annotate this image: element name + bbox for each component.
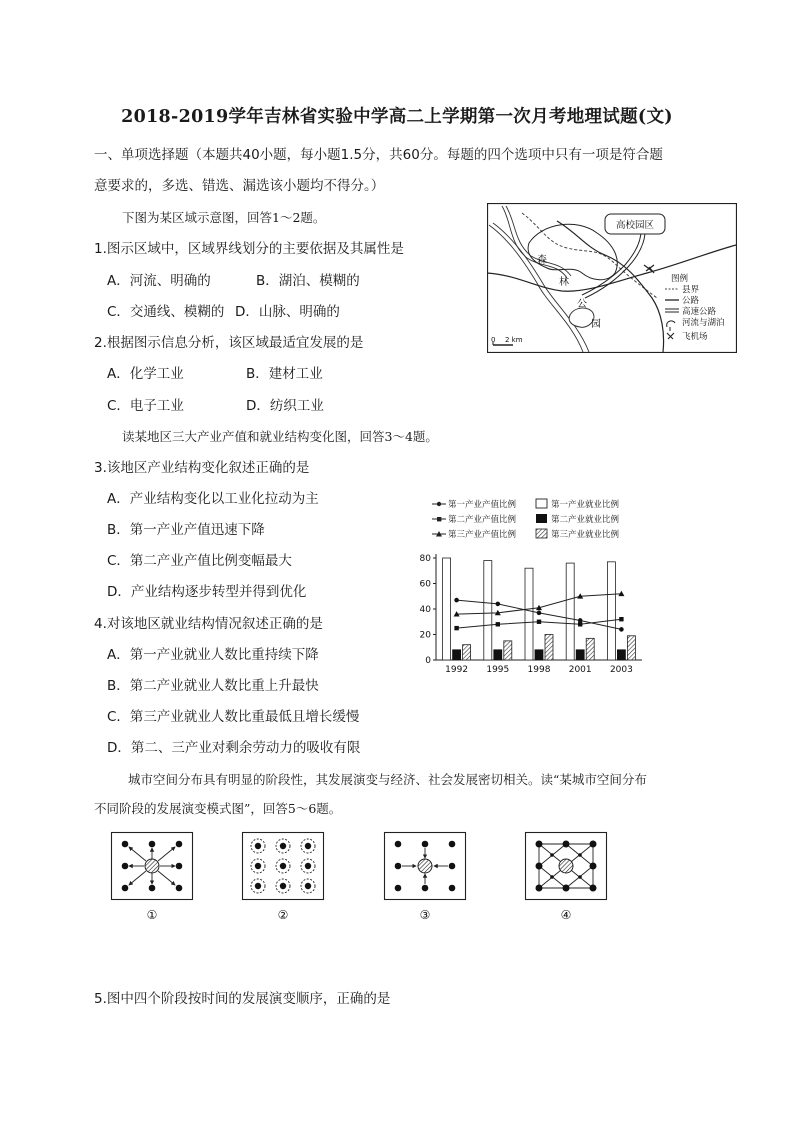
legend-sym-secondary-employ (536, 514, 547, 523)
legend-marker-primary-output (437, 502, 441, 506)
stage-1-diagram (112, 833, 193, 923)
q3-option-c[interactable]: C．第二产业产值比例变幅最大 (107, 553, 292, 569)
q1-stem: 1.图示区域中，区域界线划分的主要依据及其属性是 (94, 241, 404, 257)
point-series1-1995 (496, 602, 501, 607)
section-instructions-line1: 一、单项选择题（本题共40小题，每小题1.5分，共60分。每题的四个选项中只有一项是符合题 (94, 147, 663, 163)
legend-airport: 飞机场 (682, 332, 708, 342)
industry-structure-chart (410, 495, 655, 680)
legend-label-tertiary-employ: 第三产业就业比例 (551, 530, 620, 540)
y-tick-label-2: 40 (419, 605, 431, 615)
legend-label-secondary-output: 第二产业产值比例 (448, 515, 517, 525)
bar-series2-2001 (576, 650, 584, 660)
q2-option-c[interactable]: C．电子工业 (107, 398, 184, 414)
legend-title: 图例 (671, 274, 689, 284)
q1-option-b[interactable]: B．湖泊、模糊的 (256, 273, 360, 289)
bar-series1-1992 (443, 558, 451, 660)
legend-sym-primary-employ (536, 499, 547, 508)
q3-stem: 3.该地区产业结构变化叙述正确的是 (94, 460, 310, 476)
bar-series2-2003 (617, 650, 625, 660)
q3-option-a[interactable]: A．产业结构变化以工业化拉动为主 (107, 491, 319, 507)
point-series2-1995 (496, 622, 500, 626)
x-tick-label-3: 2001 (568, 665, 592, 675)
bar-series3-2001 (586, 638, 594, 660)
stage-2-label: ② (277, 908, 289, 922)
q1-option-d[interactable]: D．山脉、明确的 (235, 304, 340, 320)
bar-series2-1998 (535, 650, 543, 660)
stage-3-diagram (385, 833, 466, 923)
park-char-1: 森 (537, 255, 547, 266)
x-tick-label-1: 1995 (486, 665, 510, 675)
chart-plot-area (420, 554, 642, 675)
park-char-2: 林 (559, 277, 569, 288)
point-series2-1998 (537, 620, 541, 624)
city-stage-diagrams (110, 830, 610, 925)
q2-option-b[interactable]: B．建材工业 (246, 366, 323, 382)
park-char-3: 公 (577, 299, 587, 310)
legend-sym-tertiary-employ (536, 529, 547, 538)
x-tick-label-4: 2003 (609, 665, 633, 675)
section-instructions-line2: 意要求的，多选、错选、漏选该小题均不得分。） (94, 178, 385, 194)
bar-series1-2003 (607, 562, 615, 660)
y-tick-label-4: 80 (419, 554, 431, 564)
q5-stem: 5.图中四个阶段按时间的发展演变顺序，正确的是 (94, 991, 391, 1007)
point-series2-1992 (454, 626, 458, 630)
scale-zero: 0 (491, 336, 496, 344)
bar-series3-2003 (627, 636, 635, 660)
region-map (487, 203, 737, 353)
y-tick-label-0: 0 (425, 656, 431, 666)
bar-series2-1995 (494, 650, 502, 660)
legend-label-primary-employ: 第一产业就业比例 (551, 500, 620, 510)
q2-option-a[interactable]: A．化学工业 (107, 366, 184, 382)
x-tick-label-2: 1998 (527, 665, 551, 675)
bar-series3-1998 (545, 635, 553, 661)
intro-q1-q2: 下图为某区域示意图，回答1～2题。 (122, 210, 326, 225)
chart-legend (432, 499, 620, 540)
q4-option-a[interactable]: A．第一产业就业人数比重持续下降 (107, 647, 319, 663)
stage-3-label: ③ (419, 908, 431, 922)
q1-option-c[interactable]: C．交通线、模糊的 (107, 304, 225, 320)
q4-stem: 4.对该地区就业结构情况叙述正确的是 (94, 616, 323, 632)
y-tick-label-1: 20 (419, 630, 431, 641)
q4-option-c[interactable]: C．第三产业就业人数比重最低且增长缓慢 (107, 709, 360, 725)
stage-4-label: ④ (560, 908, 572, 922)
q3-option-b[interactable]: B．第一产业产值迅速下降 (107, 522, 265, 538)
legend-county: 县界 (682, 285, 700, 295)
point-series1-2001 (578, 618, 583, 623)
point-series2-2001 (578, 622, 582, 626)
legend-road: 公路 (682, 296, 700, 306)
bar-series3-1995 (504, 641, 512, 660)
point-series1-2003 (619, 627, 624, 632)
legend-expressway: 高速公路 (682, 307, 717, 317)
q1-option-a[interactable]: A．河流、明确的 (107, 273, 211, 289)
point-series2-2003 (619, 617, 623, 621)
stage-4-diagram (526, 833, 607, 923)
legend-label-secondary-employ: 第二产业就业比例 (551, 515, 620, 525)
q3-option-d[interactable]: D．产业结构逐步转型并得到优化 (107, 584, 307, 600)
scale-label: 2 km (505, 336, 523, 344)
q2-stem: 2.根据图示信息分析，该区域最适宜发展的是 (94, 335, 364, 351)
legend-river: 河流与湖泊 (682, 318, 725, 328)
legend-label-tertiary-output: 第三产业产值比例 (448, 530, 517, 540)
q4-option-d[interactable]: D．第二、三产业对剩余劳动力的吸收有限 (107, 740, 361, 756)
point-series1-1992 (454, 598, 459, 603)
q4-option-b[interactable]: B．第二产业就业人数比重上升最快 (107, 678, 319, 694)
legend-marker-secondary-output (437, 517, 441, 521)
q2-option-d[interactable]: D．纺织工业 (246, 398, 324, 414)
bar-series1-1995 (484, 561, 492, 660)
y-tick-label-3: 60 (419, 579, 431, 590)
intro-q5-q6-line1: 城市空间分布具有明显的阶段性，其发展演变与经济、社会发展密切相关。读“某城市空间分布 (128, 772, 647, 787)
page-title: 2018-2019学年吉林省实验中学高二上学期第一次月考地理试题(文) (121, 107, 673, 127)
bar-series3-1992 (463, 645, 471, 660)
intro-q5-q6-line2: 不同阶段的发展演变模式图”，回答5～6题。 (94, 801, 342, 816)
park-char-4: 园 (591, 319, 601, 330)
bar-series1-1998 (525, 568, 533, 660)
x-tick-label-0: 1992 (445, 665, 469, 675)
intro-q3-q4: 读某地区三大产业产值和就业结构变化图，回答3～4题。 (122, 429, 438, 444)
stage-1-label: ① (146, 908, 158, 922)
point-series1-1998 (537, 611, 542, 616)
campus-label: 高校园区 (615, 220, 655, 231)
bar-series1-2001 (566, 563, 574, 660)
stage-2-diagram (243, 833, 324, 923)
bar-series2-1992 (453, 650, 461, 660)
legend-label-primary-output: 第一产业产值比例 (448, 500, 517, 510)
